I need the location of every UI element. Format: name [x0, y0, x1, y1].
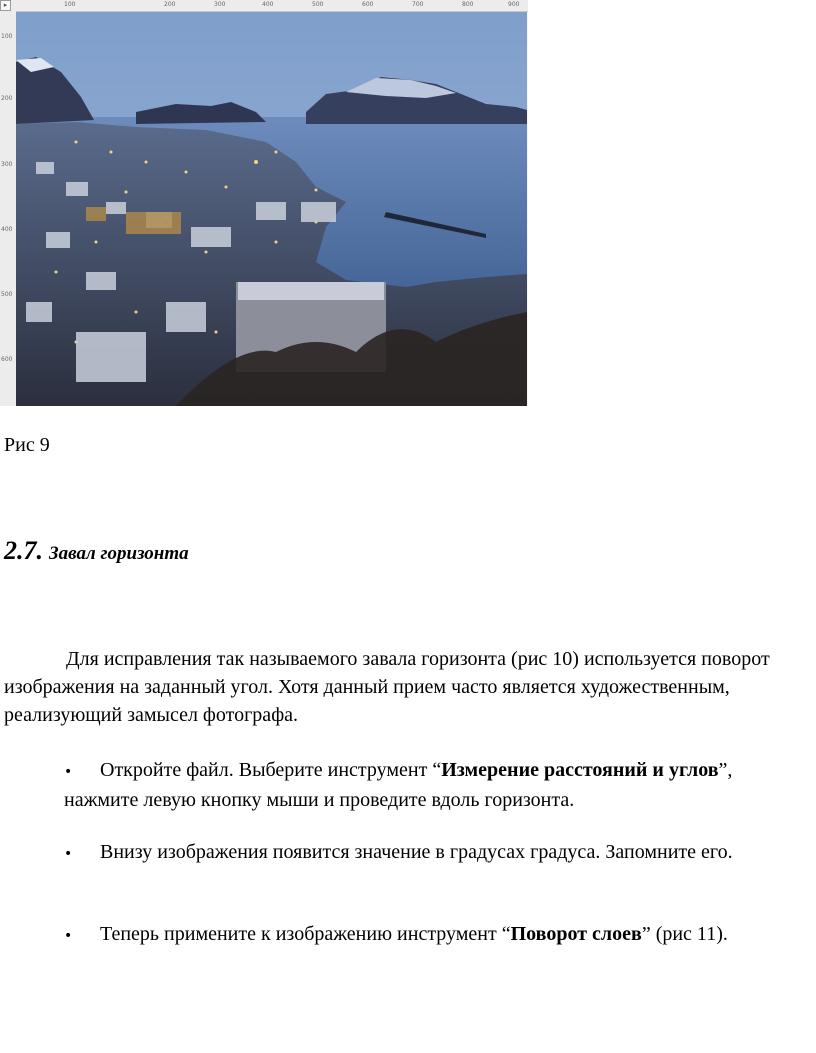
section-number: 2.7. [4, 536, 43, 565]
intro-paragraph: Для исправления так называемого завала горизонта (рис 10) используется поворот изображения на заданный угол. Хотя данный прием часто является художественным, реализующий замысел фотографа. [4, 648, 770, 726]
city-harbor-photo [16, 12, 527, 406]
ruler-label: 500 [312, 1, 324, 8]
ruler-label: 400 [1, 226, 13, 233]
bullet-icon: • [64, 764, 73, 780]
ruler-label: 400 [262, 1, 274, 8]
ruler-label: 100 [64, 1, 76, 8]
section-heading [4, 536, 189, 566]
list-item-text: Внизу изображения появится значение в градусах градуса. Запомните его. [100, 841, 733, 863]
list-item-text: Откройте файл. Выберите инструмент “ [100, 759, 442, 781]
ruler-label: 300 [1, 161, 13, 168]
list-item [64, 838, 804, 868]
ruler-label: 600 [1, 356, 13, 363]
ruler-label: 800 [462, 1, 474, 8]
ruler-label: 100 [1, 33, 13, 40]
ruler-label: 200 [1, 95, 13, 102]
ruler-label: 200 [164, 1, 176, 8]
figure-caption: Рис 9 [4, 434, 50, 456]
ruler-label: 600 [362, 1, 374, 8]
list-item-text: ” (рис 11). [641, 923, 728, 945]
ruler-label: 500 [1, 291, 13, 298]
section-title: Завал горизонта [49, 543, 189, 564]
ruler-label: 700 [412, 1, 424, 8]
ruler-label: 900 [508, 1, 520, 8]
list-item [64, 920, 804, 950]
list-item-text: ”, нажмите левую кнопку мыши и проведите вдоль горизонта. [64, 759, 733, 811]
bullet-icon: • [64, 846, 73, 862]
tool-name: Поворот слоев [510, 923, 642, 945]
tool-name: Измерение расстояний и углов [441, 759, 719, 781]
ruler-corner-icon: ▸ [0, 0, 11, 11]
figure-photo-frame [0, 0, 528, 406]
list-item-text: Теперь примените к изображению инструмент “ [100, 923, 511, 945]
horizontal-ruler [0, 0, 528, 12]
list-item [64, 756, 804, 814]
vertical-ruler [0, 11, 17, 406]
ruler-label: 300 [214, 1, 226, 8]
bullet-icon: • [64, 928, 73, 944]
